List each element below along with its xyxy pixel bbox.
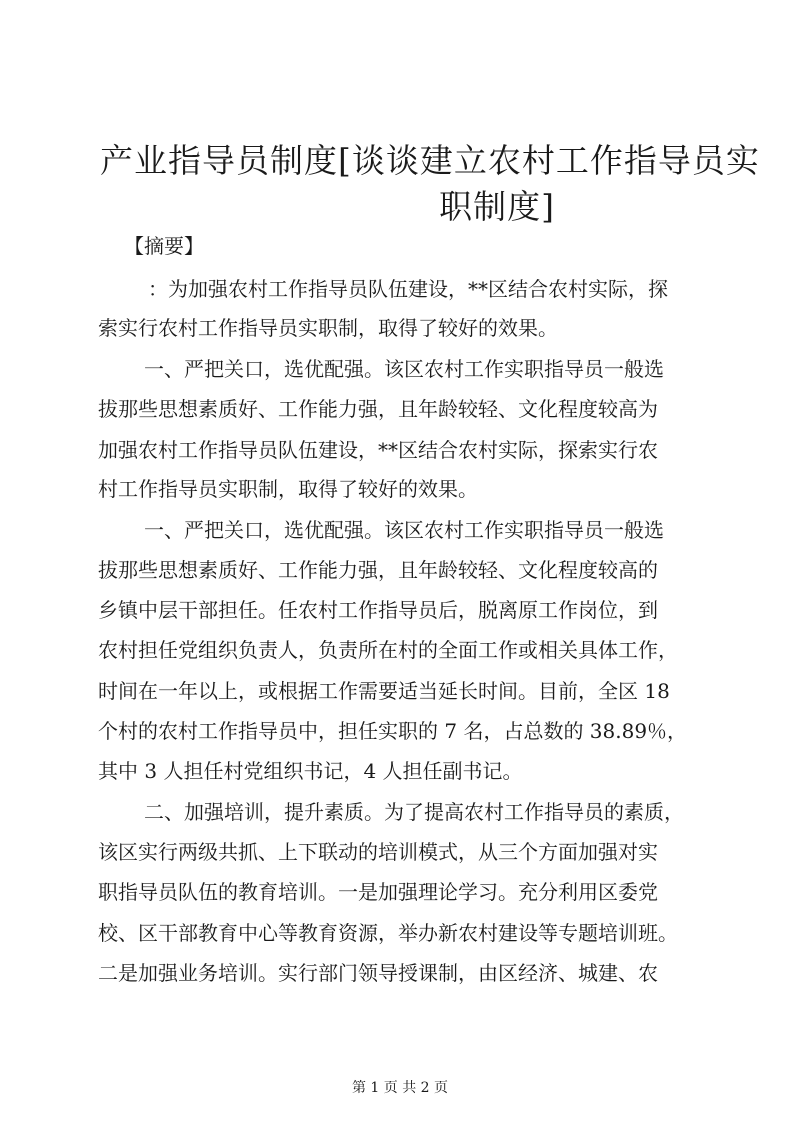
body-line: 其中 3 人担任村党组织书记，4 人担任副书记。 (98, 759, 523, 783)
body-line: 拔那些思想素质好、工作能力强，且年龄较轻、文化程度较高的 (98, 558, 658, 582)
body-line: 拔那些思想素质好、工作能力强，且年龄较轻、文化程度较高为 (98, 397, 658, 421)
abstract-heading: 【摘要】 (124, 234, 204, 258)
body-line: 村工作指导员实职制，取得了较好的效果。 (98, 477, 478, 501)
body-line: 索实行农村工作指导员实职制，取得了较好的效果。 (98, 316, 558, 340)
body-line: 乡镇中层干部担任。任农村工作指导员后，脱离原工作岗位，到 (98, 598, 658, 622)
page-footer: 第 1 页 共 2 页 (351, 1080, 449, 1096)
body-line: 该区实行两级共抓、上下联动的培训模式，从三个方面加强对实 (98, 840, 658, 864)
document-title-line-2: 职制度] (439, 187, 555, 226)
body-line: 二是加强业务培训。实行部门领导授课制，由区经济、城建、农 (98, 961, 658, 985)
body-line: 校、区干部教育中心等教育资源，举办新农村建设等专题培训班。 (98, 921, 678, 945)
body-line: 加强农村工作指导员队伍建设，**区结合农村实际，探索实行农 (98, 438, 658, 462)
body-line: 职指导员队伍的教育培训。一是加强理论学习。充分利用区委党 (98, 880, 658, 904)
body-line: 时间在一年以上，或根据工作需要适当延长时间。目前，全区 18 (98, 679, 670, 703)
body-line: 一、严把关口，选优配强。该区农村工作实职指导员一般选 (144, 518, 664, 542)
body-line: ：为加强农村工作指导员队伍建设，**区结合农村实际，探 (148, 277, 668, 301)
body-line: 二、加强培训，提升素质。为了提高农村工作指导员的素质， (144, 800, 684, 824)
document-title-line-1: 产业指导员制度[谈谈建立农村工作指导员实 (100, 141, 760, 180)
body-line: 一、严把关口，选优配强。该区农村工作实职指导员一般选 (144, 357, 664, 381)
body-line: 农村担任党组织负责人，负责所在村的全面工作或相关具体工作， (98, 638, 678, 662)
body-line: 个村的农村工作指导员中，担任实职的 7 名，占总数的 38.89％， (98, 719, 688, 743)
